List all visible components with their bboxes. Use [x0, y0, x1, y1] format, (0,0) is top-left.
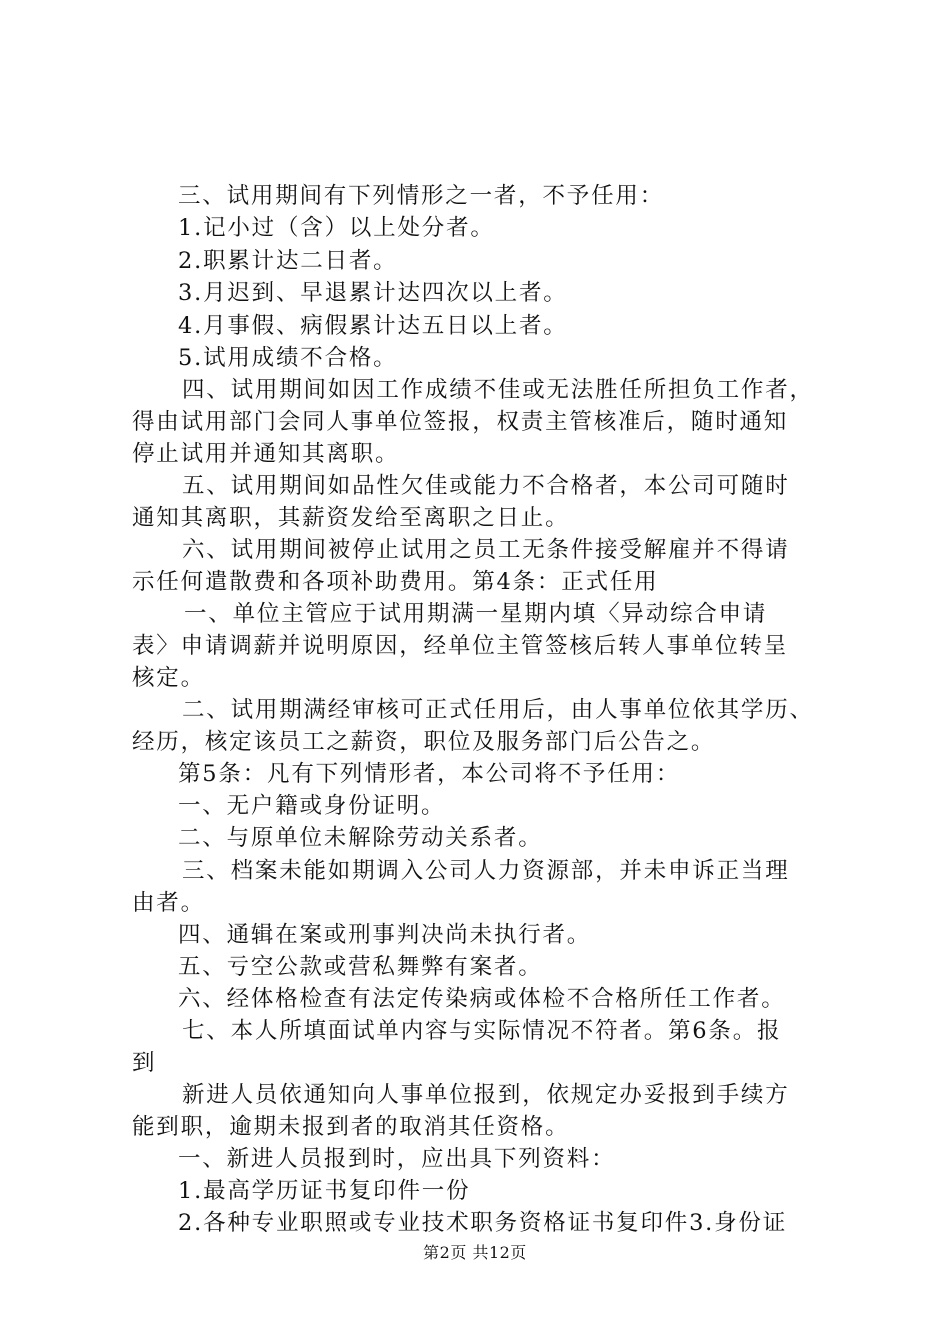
text-line: 1.最高学历证书复印件一份	[178, 1178, 471, 1204]
text-line: 新进人员依通知向人事单位报到，依规定办妥报到手续方	[182, 1082, 790, 1108]
text-line: 四、通辑在案或刑事判决尚未执行者。	[178, 922, 592, 948]
text-line: 四、试用期间如因工作成绩不佳或无法胜任所担负工作者，	[182, 377, 814, 403]
text-line: 核定。	[132, 665, 205, 691]
text-line: 第5条：凡有下列情形者，本公司将不予任用：	[178, 761, 681, 787]
text-line: 二、与原单位未解除劳动关系者。	[178, 825, 543, 851]
text-line: 能到职，逾期未报到者的取消其任资格。	[132, 1114, 570, 1140]
text-line: 七、本人所填面试单内容与实际情况不符者。第6条。报	[182, 1018, 782, 1044]
text-line: 2.各种专业职照或专业技术职务资格证书复印件3.身份证	[178, 1210, 788, 1236]
text-line: 一、新进人员报到时，应出具下列资料：	[178, 1146, 616, 1172]
text-line: 5.试用成绩不合格。	[178, 345, 398, 371]
text-line: 二、试用期满经审核可正式任用后，由人事单位依其学历、	[182, 697, 814, 723]
text-line: 停止试用并通知其离职。	[132, 441, 400, 467]
text-line: 三、档案未能如期调入公司人力资源部，并未申诉正当理	[182, 858, 790, 884]
text-line: 由者。	[132, 890, 205, 916]
text-line: 4.月事假、病假累计达五日以上者。	[178, 313, 568, 339]
text-line: 示任何遣散费和各项补助费用。第4条：正式任用	[132, 569, 659, 595]
text-line: 五、试用期间如品性欠佳或能力不合格者，本公司可随时	[182, 473, 790, 499]
text-line: 一、单位主管应于试用期满一星期内填〈异动综合申请	[184, 601, 768, 627]
text-line: 到	[132, 1050, 157, 1076]
text-line: 表〉申请调薪并说明原因，经单位主管签核后转人事单位转呈	[132, 633, 789, 659]
text-line: 六、经体格检查有法定传染病或体检不合格所任工作者。	[178, 986, 786, 1012]
text-line: 2.职累计达二日者。	[178, 248, 398, 274]
text-line: 三、试用期间有下列情形之一者，不予任用：	[178, 183, 665, 209]
page-number-footer: 第2页 共12页	[423, 1243, 527, 1262]
text-line: 1.记小过（含）以上处分者。	[178, 215, 495, 241]
text-line: 3.月迟到、早退累计达四次以上者。	[178, 280, 568, 306]
text-line: 经历，核定该员工之薪资，职位及服务部门后公告之。	[132, 729, 716, 755]
text-line: 得由试用部门会同人事单位签报，权责主管核准后，随时通知	[132, 409, 789, 435]
text-line: 通知其离职，其薪资发给至离职之日止。	[132, 505, 570, 531]
text-line: 五、亏空公款或营私舞弊有案者。	[178, 954, 543, 980]
text-line: 六、试用期间被停止试用之员工无条件接受解雇并不得请	[182, 537, 790, 563]
text-line: 一、无户籍或身份证明。	[178, 793, 446, 819]
